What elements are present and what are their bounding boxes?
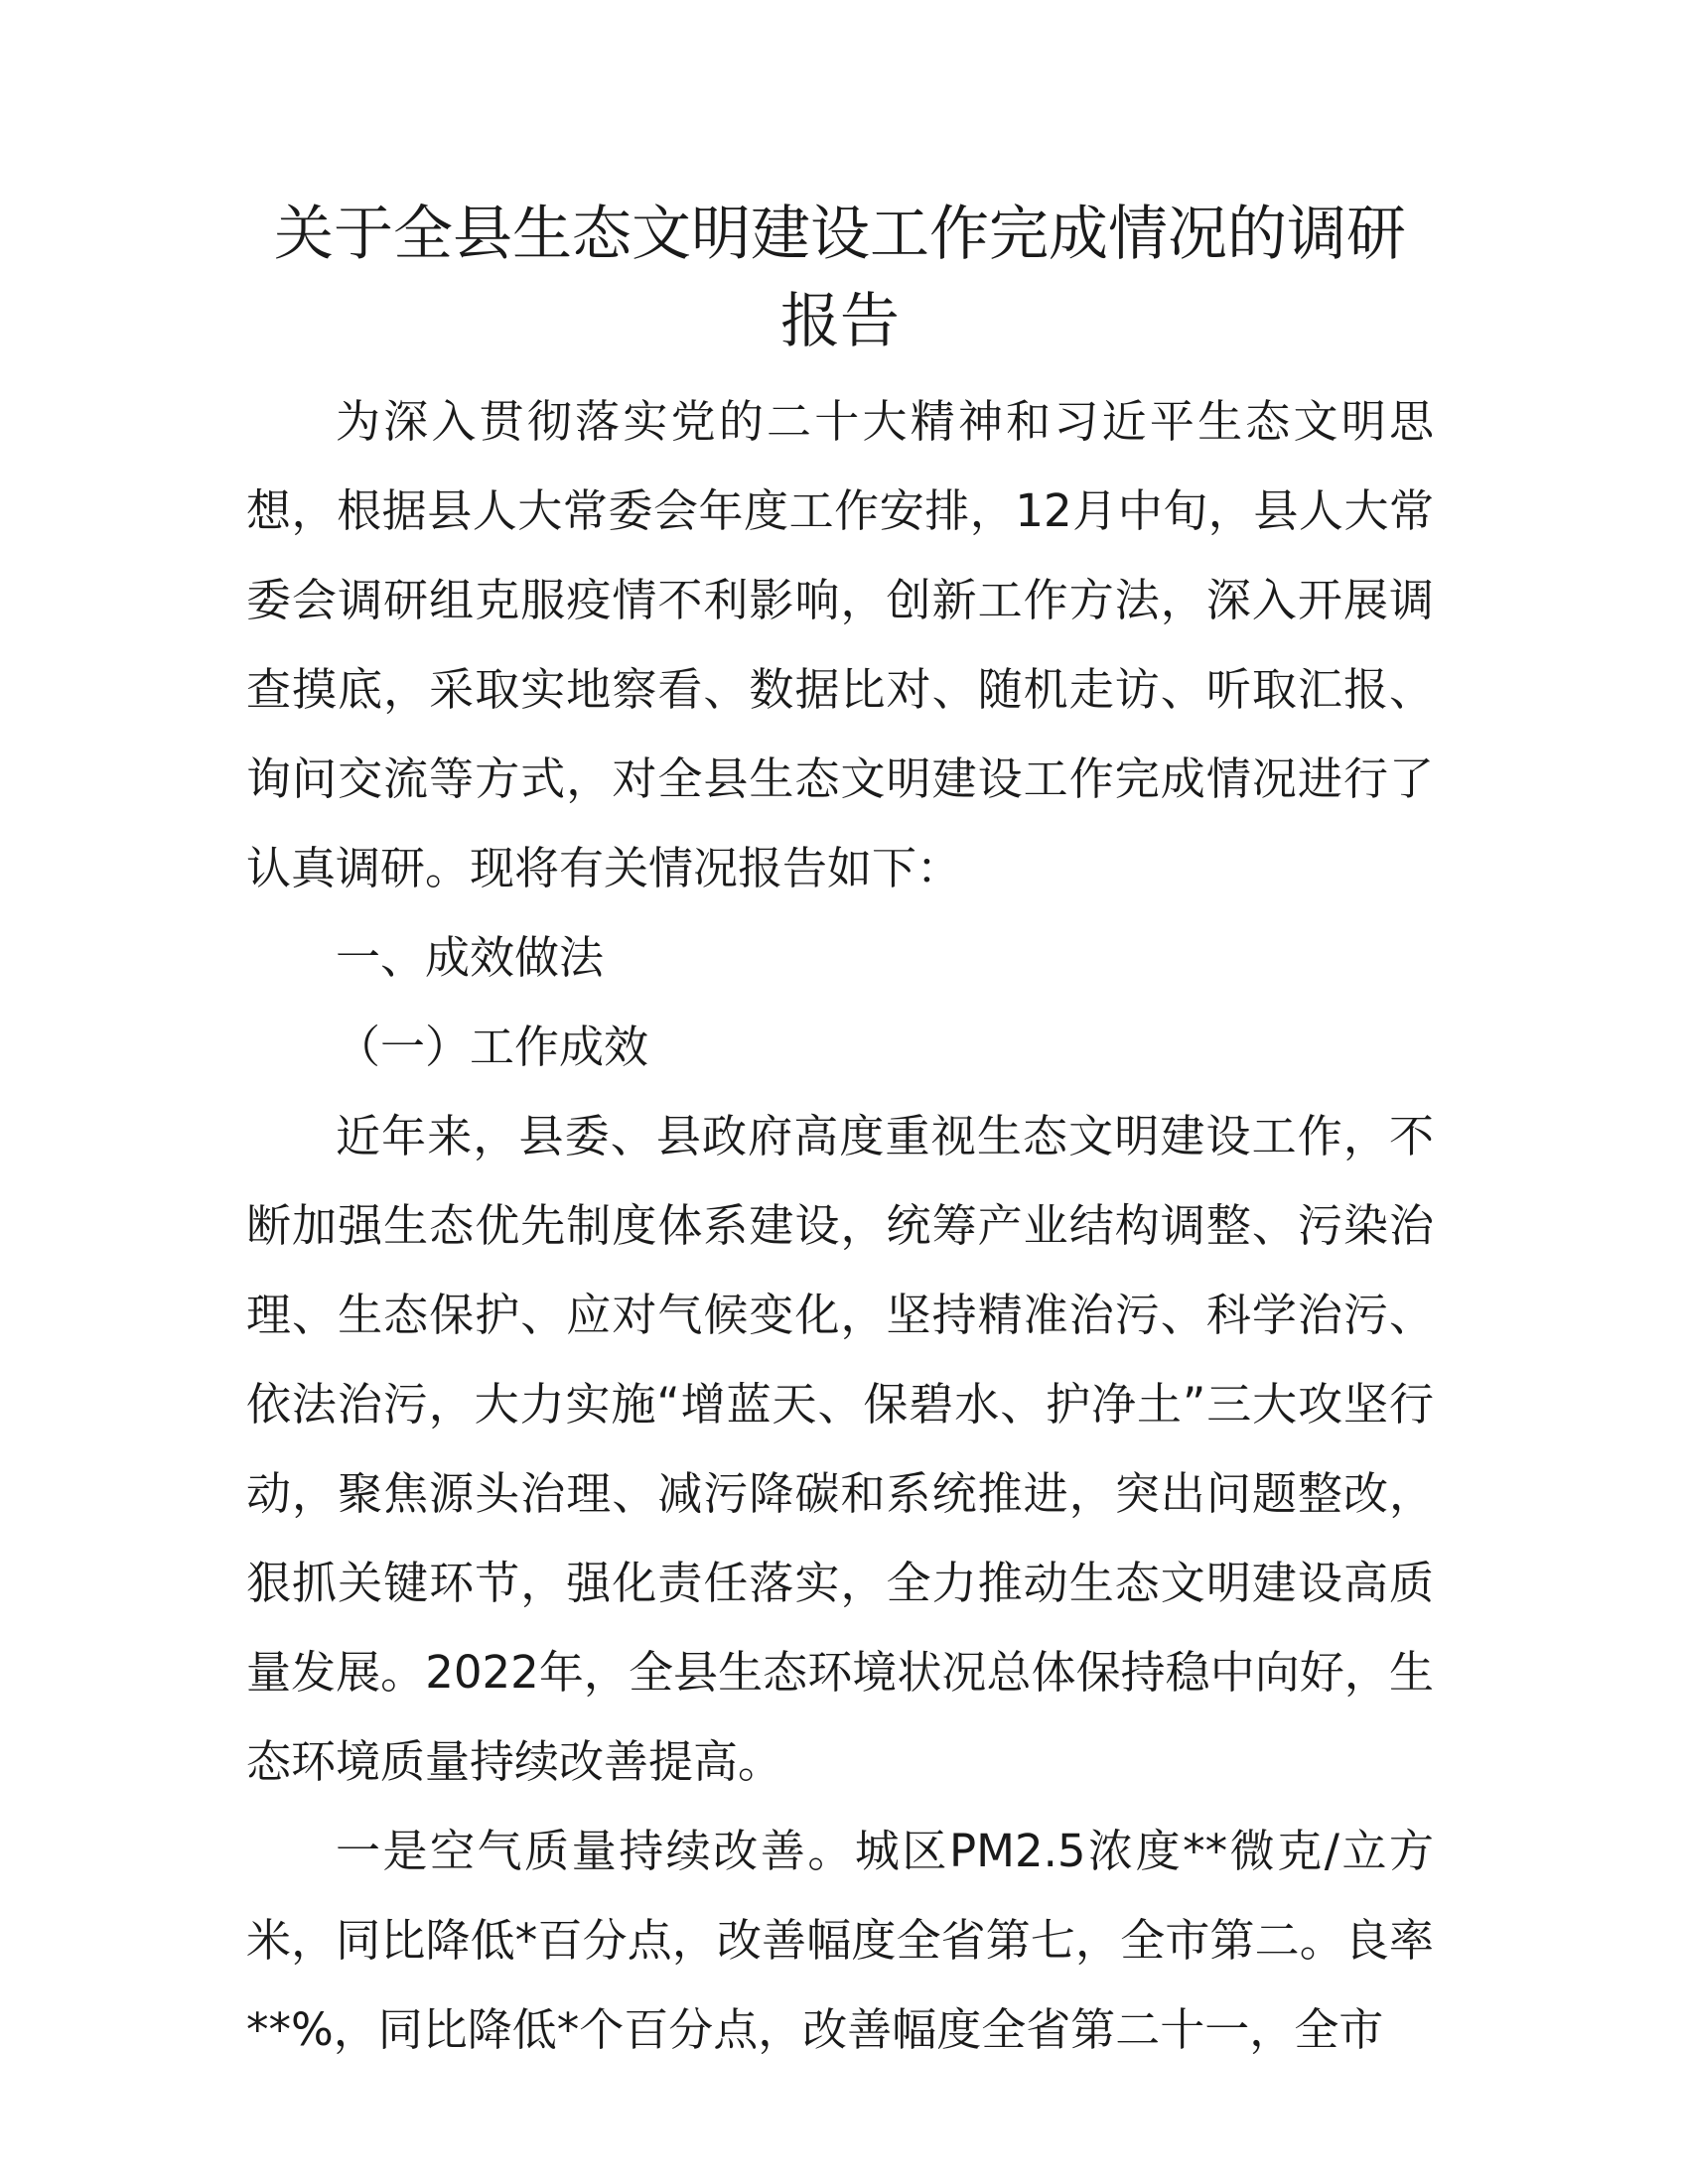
document-title: 关于全县生态文明建设工作完成情况的调研报告 [274, 200, 1406, 356]
section-heading-results: 一、成效做法 [336, 931, 605, 984]
document-body [246, 191, 1434, 2075]
intro-paragraph: 为深入贯彻落实党的二十大精神和习近平生态文明思想，根据县人大常委会年度工作安排，12月中旬，县人大常委会调研组克服疫情不利影响，创新工作方法，深入开展调查摸底，采取实地察看、数据比对、随机走访、听取汇报、询问交流等方式，对全县生态文明建设工作完成情况进行了认真调研。现将有关情况报告如下： [246, 395, 1434, 894]
subsection-heading-work-results: （一）工作成效 [336, 1021, 649, 1073]
results-paragraph: 近年来，县委、县政府高度重视生态文明建设工作，不断加强生态优先制度体系建设，统筹产业结构调整、污染治理、生态保护、应对气候变化，坚持精准治污、科学治污、依法治污，大力实施“增蓝天、保碧水、护净土”三大攻坚行动，聚焦源头治理、减污降碳和系统推进，突出问题整改，狠抓关键环节，强化责任落实，全力推动生态文明建设高质量发展。2022年，全县生态环境状况总体保持稳中向好，生态环境质量持续改善提高。 [246, 1110, 1434, 1788]
air-quality-paragraph: 一是空气质量持续改善。城区PM2.5浓度**微克/立方米，同比降低*百分点，改善幅度全省第七，全市第二。良率**%，同比降低*个百分点，改善幅度全省第二十一，全市 [246, 1825, 1434, 2056]
